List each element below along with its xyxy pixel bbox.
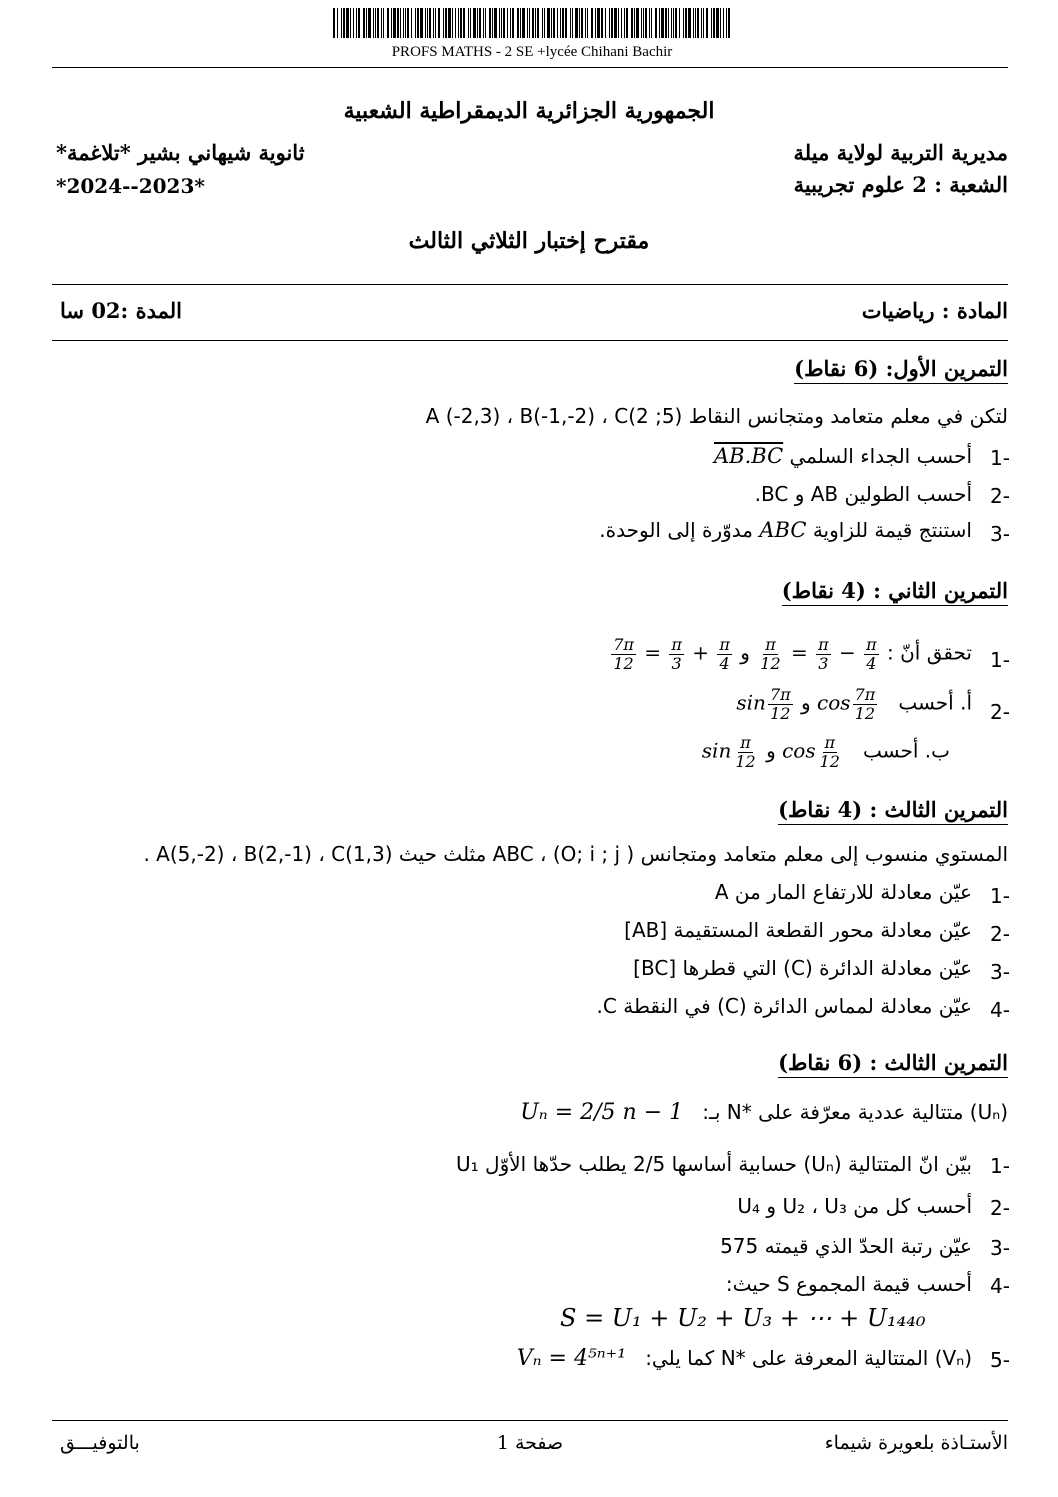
barcode-bar [693, 8, 694, 38]
barcode-bar [494, 8, 497, 38]
barcode-bar [560, 8, 561, 38]
barcode-bar [688, 8, 691, 38]
item-number: -1 [990, 648, 1010, 672]
barcode-bar [343, 8, 345, 38]
barcode-bar [723, 8, 724, 38]
barcode-bar [381, 8, 382, 38]
barcode-bar [703, 8, 704, 38]
barcode-bar [645, 8, 647, 38]
barcode-bar [443, 8, 444, 38]
exercise-2-title: التمرين الثاني : (4 نقاط) [782, 578, 1008, 603]
barcode-bar [626, 8, 628, 38]
barcode-bar [575, 8, 578, 38]
exercise-3-title: التمرين الثالث : (4 نقاط) [778, 797, 1008, 822]
barcode-bar [671, 8, 672, 38]
barcode-bar [517, 8, 519, 38]
barcode-bar [483, 8, 484, 38]
barcode-bar [391, 8, 392, 38]
exercise-4-q3: عيّن رتبة الحدّ الذي قيمته 575 [720, 1234, 972, 1258]
barcode-bar [679, 8, 680, 38]
exercise-1-intro: لتكن في معلم متعامد ومتجانس النقاط A (-2,3) ، B(-1,-2) ، C(2 ;5) [425, 404, 1008, 428]
barcode-bar [415, 8, 416, 38]
barcode-bar [489, 8, 491, 38]
un-formula: Uₙ = 2/5 n − 1 [520, 1100, 684, 1125]
barcode-bar [366, 8, 367, 38]
exercise-4-q5: (Vₙ) المتتالية المعرفة على *N كما يلي: Vₙ = 4⁵ⁿ⁺¹ [516, 1346, 972, 1371]
barcode-bar [377, 8, 379, 38]
barcode-bar [448, 8, 451, 38]
barcode-bar [353, 8, 354, 38]
barcode-bar [537, 8, 539, 38]
barcode-bar [728, 8, 730, 38]
barcode-bar [438, 8, 440, 38]
barcode-bar [597, 8, 600, 38]
exercise-1-q3: استنتج قيمة للزاوية ABC مدوّرة إلى الوحدة. [599, 518, 972, 542]
item-number: -4 [990, 998, 1010, 1022]
barcode-bar [595, 8, 596, 38]
barcode-bar [346, 8, 349, 38]
barcode-bar [673, 8, 674, 38]
republic-title: الجمهورية الجزائرية الديمقراطية الشعبية [343, 98, 715, 124]
barcode-bar [636, 8, 639, 38]
barcode-bar [341, 8, 342, 38]
barcode-bar [685, 8, 687, 38]
barcode-bar [479, 8, 481, 38]
vn-formula: Vₙ = 4⁵ⁿ⁺¹ [516, 1346, 627, 1371]
barcode-bar [333, 8, 335, 38]
barcode-bar [473, 8, 476, 38]
barcode-bar [460, 8, 462, 38]
barcode-bar [337, 8, 338, 38]
directorate: مديرية التربية لولاية ميلة [793, 140, 1008, 165]
barcode-bar [532, 8, 534, 38]
teacher-name: الأستـاذة بلعويرة شيماء [824, 1432, 1008, 1454]
exercise-1-q2: أحسب الطولين AB و BC. [754, 482, 972, 506]
barcode-bar [452, 8, 453, 38]
barcode-bar [468, 8, 469, 38]
item-number: -3 [990, 522, 1010, 546]
barcode-bar [726, 8, 727, 38]
barcode-bar [547, 8, 550, 38]
barcode-bar [455, 8, 456, 38]
barcode-bar [522, 8, 525, 38]
barcode-bar [499, 8, 500, 38]
barcode-bar [445, 8, 447, 38]
exercise-2-q1: تحقق أنّ : $\frac{7\pi}{12}$ = $\frac{\pi}{3}$ + $\frac{\pi}{4}$ و $\frac{\pi}{12}$ = $\frac{\pi}{3}$ − $\frac{\pi}{4}$ [613, 635, 972, 673]
barcode-bar [621, 8, 622, 38]
barcode-bar [529, 8, 530, 38]
barcode-bar [544, 8, 545, 38]
barcode-bar [572, 8, 573, 38]
barcode-bar [407, 8, 409, 38]
barcode-bar [665, 8, 667, 38]
barcode-bar [433, 8, 434, 38]
barcode-bar [503, 8, 505, 38]
barcode-caption: PROFS MATHS - 2 SE +lycée Chihani Bachir [391, 44, 673, 60]
barcode-bar [470, 8, 471, 38]
barcode-bar [501, 8, 502, 38]
exercise-4-title: التمرين الثالث : (6 نقاط) [778, 1050, 1008, 1075]
angle-abc: ABC [759, 518, 807, 542]
barcode [333, 8, 731, 38]
school-name: ثانوية شيهاني بشير *تلاغمة* [56, 140, 305, 165]
barcode-bar [641, 8, 642, 38]
vector-product: AB.BC [713, 444, 784, 468]
barcode-bar [585, 8, 586, 38]
barcode-bar [675, 8, 677, 38]
item-number: -2 [990, 484, 1010, 508]
barcode-bar [397, 8, 399, 38]
barcode-bar [562, 8, 564, 38]
item-number: -1 [990, 446, 1010, 470]
barcode-bar [591, 8, 593, 38]
barcode-bar [417, 8, 419, 38]
barcode-bar [387, 8, 389, 38]
exercise-3-q1: عيّن معادلة للارتفاع المار من A [714, 880, 972, 904]
item-number: -1 [990, 884, 1010, 908]
item-number: -3 [990, 1236, 1010, 1260]
barcode-bar [706, 8, 708, 38]
exercise-4-q2: أحسب كل من U₂ ، U₃ و U₄ [737, 1194, 972, 1218]
item-number: -5 [990, 1348, 1010, 1372]
exercise-4-q4: أحسب قيمة المجموع S حيث: [725, 1272, 972, 1296]
sum-formula: S = U₁ + U₂ + U₃ + ⋯ + U₁₄₄₀ [560, 1304, 926, 1332]
item-number: -4 [990, 1274, 1010, 1298]
barcode-bar [581, 8, 583, 38]
barcode-bar [350, 8, 351, 38]
page-number: صفحة 1 [496, 1432, 564, 1454]
barcode-bar [601, 8, 603, 38]
barcode-bar [411, 8, 412, 38]
barcode-bar [463, 8, 465, 38]
barcode-bar [720, 8, 721, 38]
barcode-bar [711, 8, 712, 38]
barcode-bar [375, 8, 376, 38]
item-number: -2 [990, 1196, 1010, 1220]
exercise-1-title: التمرين الأول: (6 نقاط) [794, 356, 1008, 381]
barcode-bar [661, 8, 664, 38]
barcode-bar [356, 8, 357, 38]
exercise-2-q2b: ب. أحسب sin $\frac{\pi}{12}$ و cos $\frac{\pi}{12}$ [701, 733, 950, 771]
barcode-bar [425, 8, 426, 38]
barcode-bar [609, 8, 610, 38]
barcode-bar [420, 8, 423, 38]
barcode-bar [655, 8, 657, 38]
barcode-bar [587, 8, 588, 38]
barcode-bar [701, 8, 702, 38]
closing-wish: بالتوفيـــق [60, 1432, 140, 1454]
barcode-bar [427, 8, 428, 38]
barcode-bar [368, 8, 371, 38]
top-rule [52, 67, 1008, 68]
duration: المدة :02 سا [60, 298, 183, 323]
barcode-bar [492, 8, 493, 38]
rule [52, 340, 1008, 341]
rule [52, 284, 1008, 285]
barcode-bar [435, 8, 436, 38]
barcode-bar [542, 8, 543, 38]
exercise-3-q4: عيّن معادلة لمماس الدائرة (C) في النقطة C. [596, 994, 972, 1018]
barcode-bar [683, 8, 684, 38]
barcode-bar [553, 8, 555, 38]
barcode-bar [535, 8, 536, 38]
barcode-bar [393, 8, 396, 38]
exercise-3-q2: عيّن معادلة محور القطعة المستقيمة [AB] [624, 918, 972, 942]
barcode-bar [579, 8, 580, 38]
barcode-bar [570, 8, 571, 38]
barcode-bar [695, 8, 696, 38]
subject: المادة : رياضيات [861, 298, 1008, 323]
barcode-bar [383, 8, 384, 38]
barcode-bar [551, 8, 552, 38]
item-number: -2 [990, 700, 1010, 724]
barcode-bar [565, 8, 567, 38]
barcode-bar [624, 8, 625, 38]
barcode-bar [363, 8, 365, 38]
barcode-bar [605, 8, 606, 38]
barcode-bar [651, 8, 652, 38]
exercise-1-q1: أحسب الجداء السلمي AB.BC [713, 444, 972, 468]
barcode-bar [507, 8, 508, 38]
barcode-bar [614, 8, 617, 38]
stream: الشعبة : 2 علوم تجريبية [793, 172, 1008, 197]
barcode-bar [643, 8, 644, 38]
barcode-bar [527, 8, 528, 38]
item-number: -3 [990, 960, 1010, 984]
exercise-3-intro: المستوي منسوب إلى معلم متعامد ومتجانس ( O; i ; j) ، ABC مثلث حيث A(5,-2) ، B(2,-1) ، C(1,3) . [143, 842, 1008, 866]
barcode-bar [697, 8, 699, 38]
barcode-bar [458, 8, 459, 38]
item-number: -2 [990, 922, 1010, 946]
exam-title: مقترح إختبار الثلاثي الثالث [408, 228, 650, 254]
barcode-bar [485, 8, 486, 38]
barcode-bar [477, 8, 478, 38]
barcode-bar [668, 8, 669, 38]
barcode-bar [618, 8, 619, 38]
exercise-4-q1: بيّن انّ المتتالية (Uₙ) حسابية أساسها 2/5 يطلب حدّها الأوّل U₁ [456, 1152, 972, 1176]
exercise-3-q3: عيّن معادلة الدائرة (C) التي قطرها [BC] [633, 956, 972, 980]
barcode-bar [649, 8, 650, 38]
barcode-bar [373, 8, 374, 38]
barcode-bar [405, 8, 406, 38]
barcode-bar [611, 8, 613, 38]
barcode-bar [659, 8, 660, 38]
barcode-bar [520, 8, 521, 38]
barcode-bar [510, 8, 511, 38]
item-number: -1 [990, 1154, 1010, 1178]
barcode-bar [429, 8, 431, 38]
barcode-bar [716, 8, 719, 38]
barcode-bar [403, 8, 404, 38]
barcode-bar [512, 8, 514, 38]
barcode-bar [400, 8, 401, 38]
exercise-4-intro: (Uₙ) متتالية عددية معرّفة على *N بـ: Uₙ = 2/5 n − 1 [520, 1100, 1008, 1125]
exercise-2-q2a: أ. أحسب sin $\frac{7\pi}{12}$ و cos $\frac{7\pi}{12}$ [736, 685, 972, 723]
barcode-bar [557, 8, 558, 38]
school-year: *2024--2023* [56, 174, 205, 198]
barcode-bar [713, 8, 715, 38]
barcode-bar [631, 8, 633, 38]
footer-rule [52, 1420, 1008, 1421]
barcode-bar [358, 8, 360, 38]
barcode-bar [634, 8, 635, 38]
